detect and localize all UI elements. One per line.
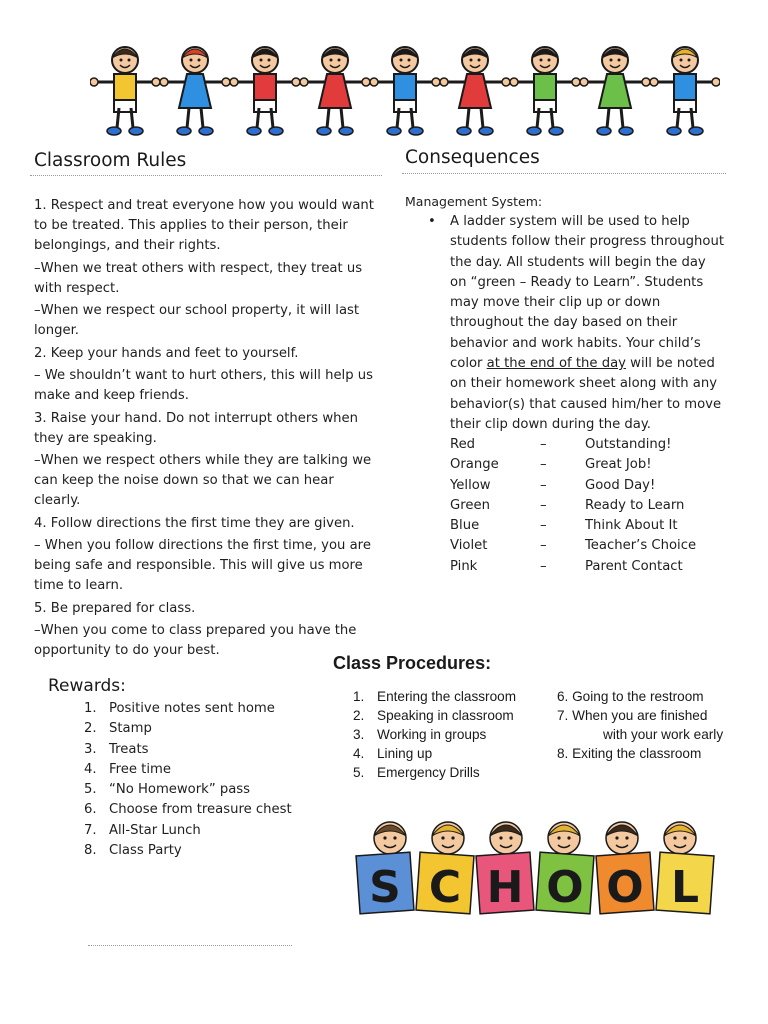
procedure-number: 5. — [353, 765, 365, 780]
school-kid-face — [374, 822, 406, 854]
rule-paragraph: 3. Raise your hand. Do not interrupt others when they are speaking. — [34, 410, 358, 446]
ladder-text-2: will be noted on their homework sheet along with any behavior(s) that caused him/her to move their clip down during the day. — [450, 356, 722, 432]
procedure-item — [353, 725, 553, 744]
reward-number: 6. — [84, 802, 97, 818]
management-system-label: Management System: — [405, 194, 543, 209]
kids-banner-illustration — [90, 42, 720, 140]
color-name: Yellow — [450, 477, 491, 493]
school-kid-face — [490, 822, 522, 854]
procedure-item: 7. When you are finished — [557, 708, 708, 723]
procedure-number: 3. — [353, 727, 365, 742]
procedure-number: 4. — [353, 746, 365, 761]
procedures-list-left — [353, 687, 553, 782]
procedure-item-continued: with your work early — [603, 727, 724, 742]
ladder-text-1: A ladder system will be used to help students follow their progress throughout the day. All students will begin the day on “green – Ready to Learn”. Students may move their clip up or down throughout the day based on their behavior and work habits. Your child’s color — [450, 214, 725, 372]
ladder-text-underlined: at the end of the day — [486, 356, 626, 372]
procedure-text: Entering the classroom — [377, 689, 517, 704]
school-letter-block — [596, 852, 654, 914]
kid-figure — [650, 47, 720, 135]
rules-title: Classroom Rules — [34, 150, 187, 171]
rule-paragraph: –When you come to class prepared you have the opportunity to do your best. — [34, 623, 357, 658]
procedure-item — [353, 763, 553, 782]
reward-item — [84, 699, 324, 719]
reward-item — [84, 760, 324, 780]
color-dash: – — [540, 558, 547, 574]
reward-text: “No Homework” pass — [109, 782, 251, 798]
rules-list — [34, 196, 382, 664]
rule-paragraph: 1. Respect and treat everyone how you would want to be treated. This applies to their person, their belongings, and their rights. — [34, 198, 374, 253]
color-row — [450, 536, 726, 556]
color-dash: – — [540, 437, 547, 452]
reward-text: Positive notes sent home — [109, 701, 275, 716]
color-name: Violet — [450, 538, 488, 554]
color-meaning-table — [450, 435, 726, 577]
reward-number: 4. — [84, 761, 97, 777]
reward-item — [84, 740, 324, 760]
procedures-list-right — [557, 687, 747, 763]
school-letter: O — [606, 862, 644, 913]
school-letter: H — [486, 862, 524, 913]
kid-figure — [580, 47, 650, 135]
school-kid-face — [432, 822, 464, 854]
kid-figure — [230, 47, 300, 135]
footer-divider — [88, 945, 292, 946]
color-meaning: Think About It — [585, 518, 678, 534]
rule-paragraph: – We shouldn’t want to hurt others, this will help us make and keep friends. — [34, 368, 374, 403]
school-letter-block — [656, 852, 714, 914]
color-row — [450, 557, 726, 577]
procedure-number: 1. — [353, 689, 365, 704]
color-row — [450, 496, 726, 516]
reward-item — [84, 780, 324, 800]
procedure-text: Lining up — [377, 746, 433, 761]
color-name: Orange — [450, 457, 499, 473]
procedures-title: Class Procedures: — [333, 653, 492, 673]
reward-number: 8. — [84, 843, 97, 859]
color-row — [450, 516, 726, 536]
rule-paragraph: –When we respect our school property, it will last longer. — [34, 303, 360, 338]
reward-number: 3. — [84, 741, 97, 757]
color-dash: – — [540, 538, 547, 554]
reward-text: Stamp — [109, 721, 152, 737]
color-meaning: Outstanding! — [585, 437, 672, 452]
procedure-number: 2. — [353, 708, 365, 723]
color-row — [450, 455, 726, 475]
school-kid-face — [664, 822, 696, 854]
kid-figure — [370, 47, 440, 135]
color-meaning: Parent Contact — [585, 558, 683, 574]
bullet-dot: • — [428, 214, 436, 229]
color-meaning: Teacher’s Choice — [585, 538, 697, 554]
color-dash: – — [540, 518, 547, 534]
color-dash: – — [540, 457, 547, 473]
school-letter: S — [369, 862, 401, 913]
color-row — [450, 435, 726, 455]
reward-text: Free time — [109, 761, 171, 777]
consequences-divider — [402, 173, 726, 174]
color-meaning: Good Day! — [585, 477, 656, 493]
school-letter-block — [536, 852, 594, 914]
ladder-system-paragraph — [450, 212, 726, 435]
color-name: Red — [450, 437, 476, 452]
procedure-text: Speaking in classroom — [377, 708, 514, 723]
school-letter-block — [356, 852, 414, 914]
reward-text: Class Party — [109, 843, 182, 859]
kid-figure — [90, 47, 160, 135]
rule-paragraph: – When you follow directions the first time, you are being safe and responsible. This will give us more time to learn. — [34, 538, 371, 593]
color-name: Green — [450, 497, 490, 513]
rules-divider — [30, 175, 382, 176]
procedure-item — [353, 687, 553, 706]
school-letter-block — [476, 852, 534, 914]
rule-paragraph: –When we treat others with respect, they treat us with respect. — [34, 260, 363, 296]
reward-item — [84, 821, 324, 841]
rewards-list — [84, 699, 324, 861]
kid-figure — [510, 47, 580, 135]
procedure-item: 6. Going to the restroom — [557, 689, 704, 704]
rule-paragraph: 4. Follow directions the first time they are given. — [34, 515, 355, 531]
reward-item — [84, 719, 324, 739]
procedure-text: Working in groups — [377, 727, 487, 742]
rule-paragraph: –When we respect others while they are talking we can keep the noise down so that we can hear clearly. — [34, 453, 372, 508]
color-dash: – — [540, 497, 547, 513]
kid-figure — [160, 47, 230, 135]
reward-text: All-Star Lunch — [109, 822, 201, 838]
kid-figure — [440, 47, 510, 135]
school-letter-block — [416, 852, 474, 914]
reward-number: 5. — [84, 782, 97, 798]
color-meaning: Great Job! — [585, 457, 652, 473]
reward-number: 1. — [84, 701, 97, 716]
rewards-title: Rewards: — [48, 676, 126, 696]
school-letter: C — [428, 862, 462, 913]
rule-paragraph: 5. Be prepared for class. — [34, 600, 196, 616]
procedure-item — [353, 706, 553, 725]
reward-text: Choose from treasure chest — [109, 802, 292, 818]
color-row — [450, 476, 726, 496]
color-name: Pink — [450, 558, 478, 574]
reward-item — [84, 800, 324, 820]
consequences-title: Consequences — [405, 147, 540, 168]
procedure-item — [353, 744, 553, 763]
school-kid-face — [606, 822, 638, 854]
reward-number: 7. — [84, 822, 97, 838]
kid-figure — [300, 47, 370, 135]
procedure-text: Emergency Drills — [377, 765, 480, 780]
color-meaning: Ready to Learn — [585, 497, 685, 513]
color-name: Blue — [450, 518, 480, 534]
school-letter: O — [546, 862, 584, 913]
school-letter: L — [670, 862, 700, 913]
reward-text: Treats — [109, 741, 149, 757]
procedure-item: 8. Exiting the classroom — [557, 746, 702, 761]
color-dash: – — [540, 477, 547, 493]
rule-paragraph: 2. Keep your hands and feet to yourself. — [34, 345, 299, 361]
reward-item — [84, 841, 324, 861]
school-kid-face — [548, 822, 580, 854]
reward-number: 2. — [84, 721, 97, 737]
school-banner-illustration — [350, 818, 725, 918]
